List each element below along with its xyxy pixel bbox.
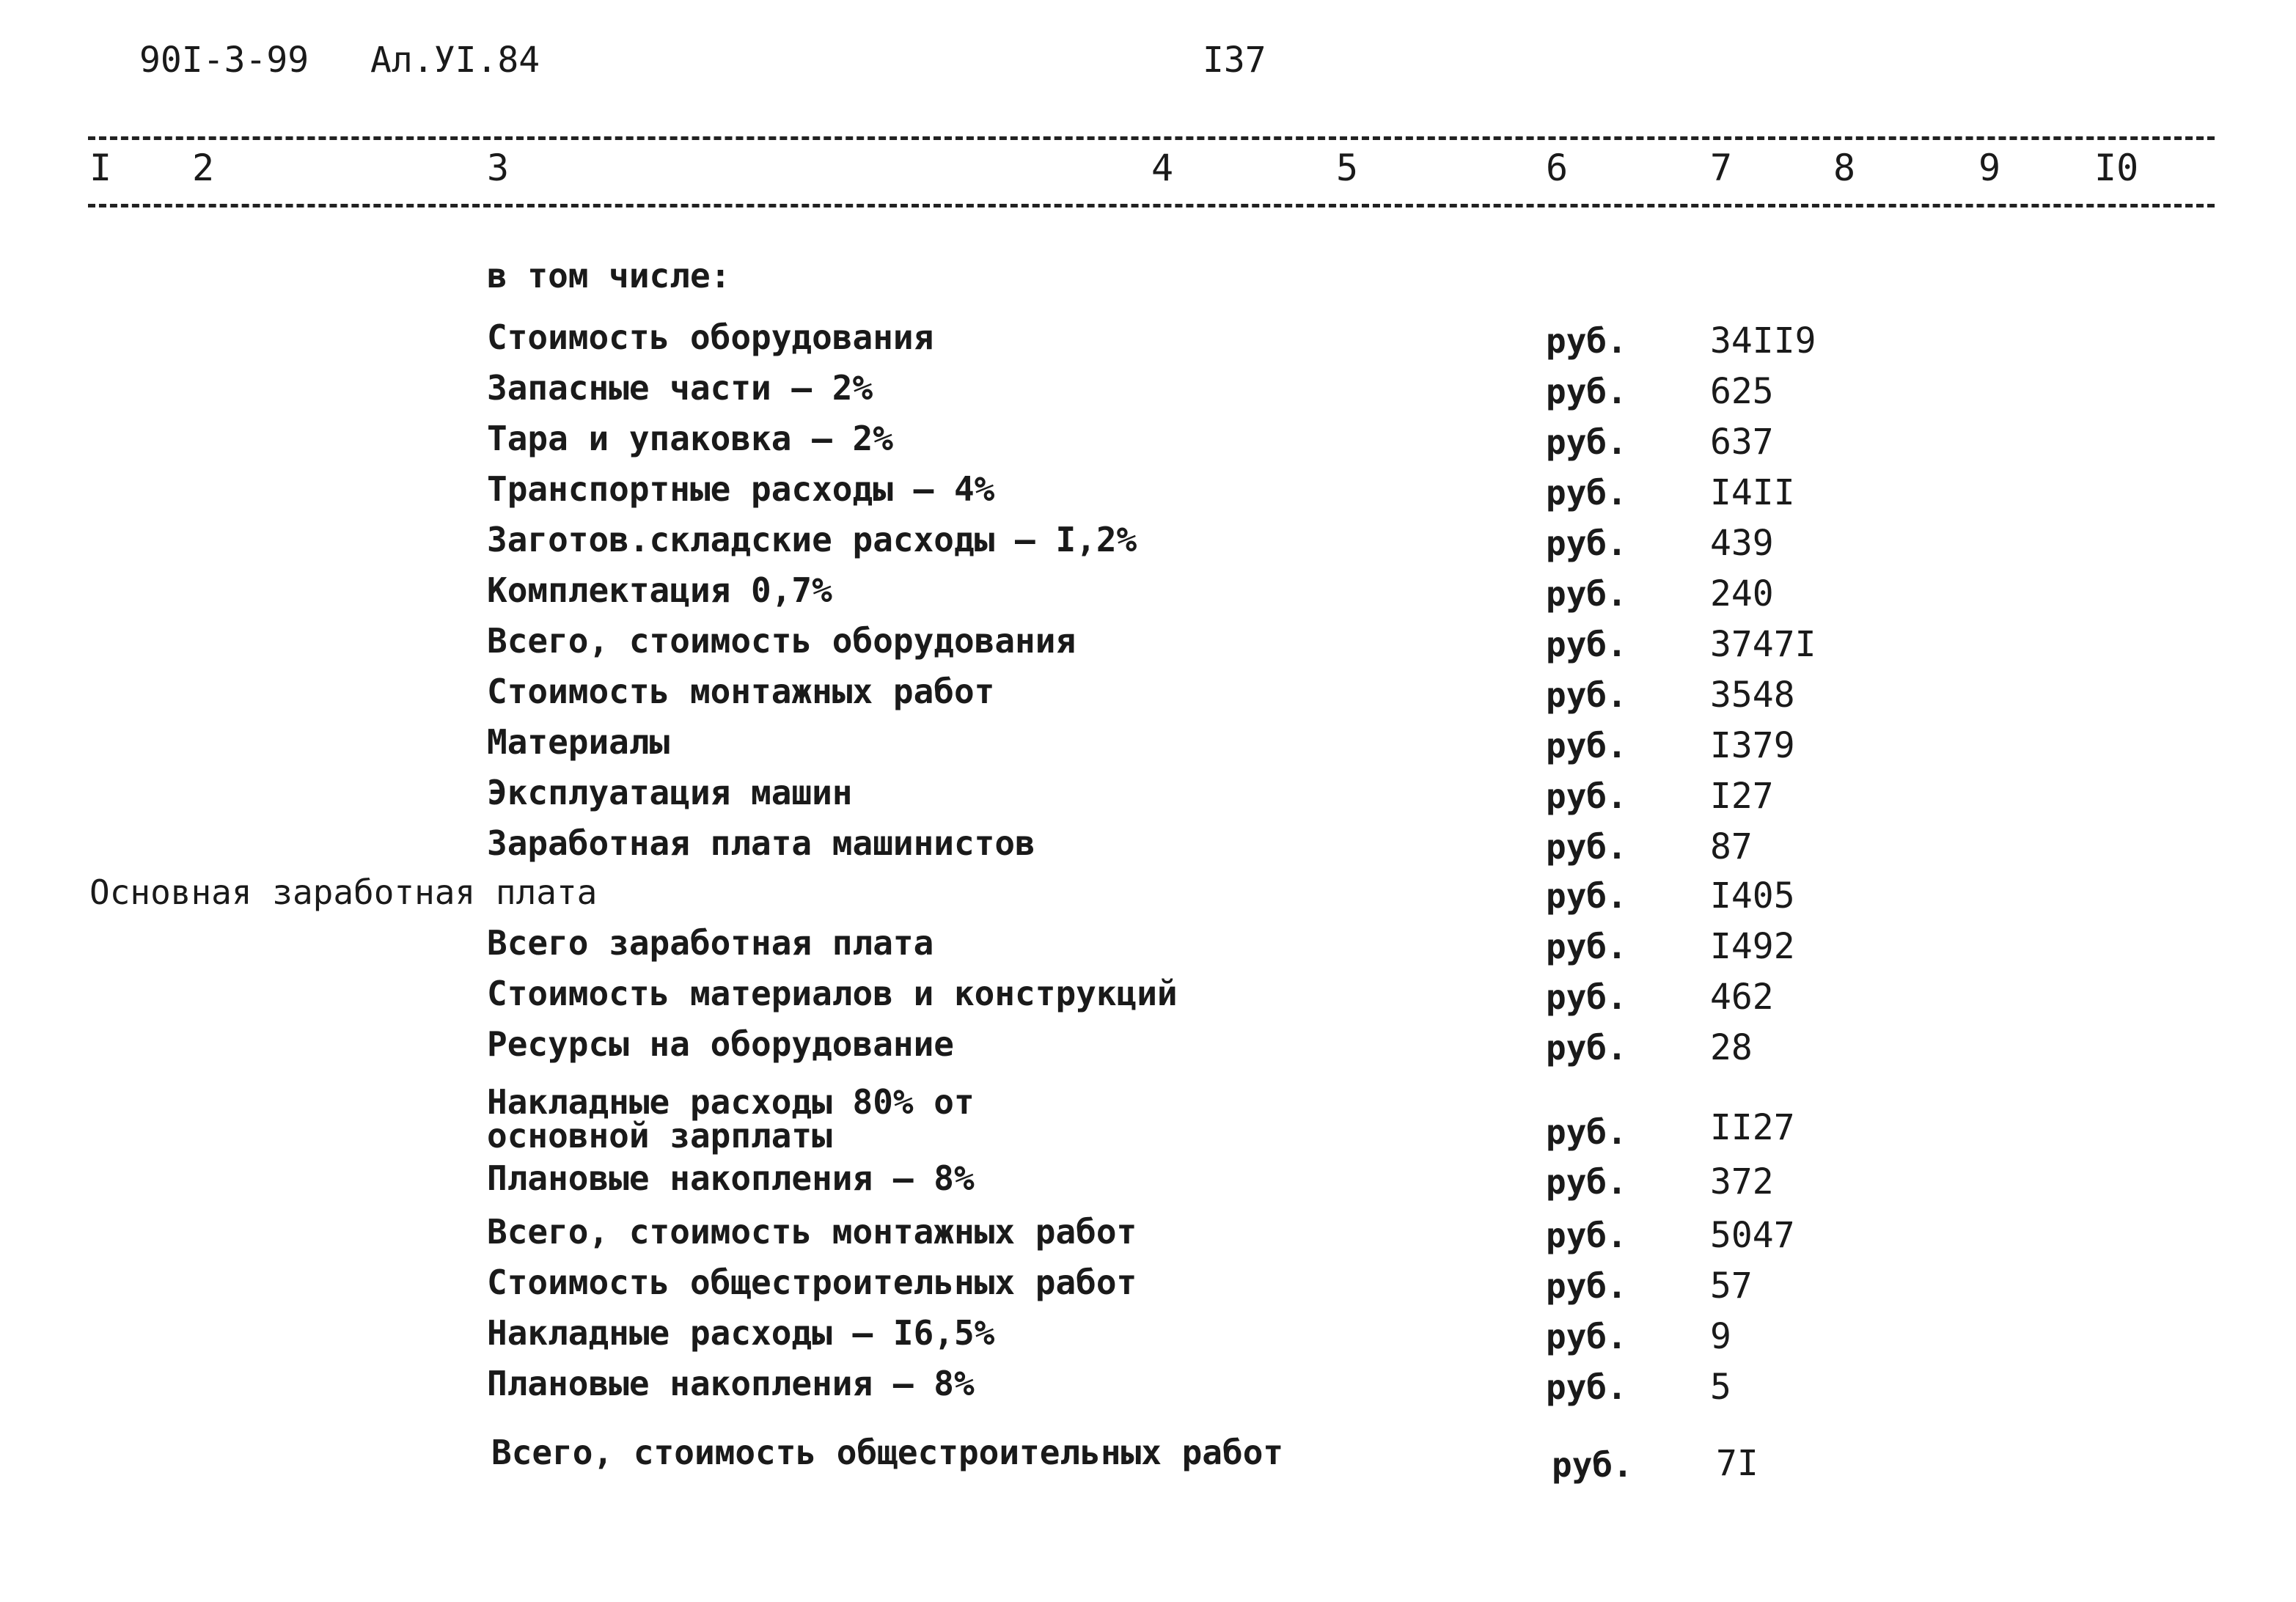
row-name: Стоимость монтажных работ [487, 672, 995, 711]
row-value: I27 [1710, 776, 1774, 817]
row-name: Всего, стоимость оборудования [487, 621, 1077, 661]
row-value: 3747I [1710, 624, 1816, 665]
row-name: Стоимость оборудования [487, 317, 934, 357]
row-value: I492 [1710, 926, 1795, 967]
table-row [0, 319, 2296, 363]
row-unit: руб. [1546, 574, 1627, 614]
table-row [0, 774, 2296, 818]
row-unit: руб. [1546, 422, 1627, 462]
row-unit: руб. [1546, 1266, 1627, 1306]
table-header-top-rule [88, 136, 2215, 140]
table-row [0, 471, 2296, 515]
column-number-1: I [89, 147, 112, 189]
row-name: Плановые накопления – 8% [487, 1364, 975, 1403]
document-code: 90I-3-99 [139, 40, 309, 81]
table-row [0, 1026, 2296, 1070]
row-name: Основная заработная плата [89, 872, 598, 912]
row-value: 462 [1710, 977, 1774, 1018]
row-name: Транспортные расходы – 4% [487, 469, 995, 509]
row-name: Всего, стоимость общестроительных работ [491, 1433, 1284, 1472]
column-number-8: 8 [1833, 147, 1856, 189]
row-unit: руб. [1546, 1028, 1627, 1068]
column-number-5: 5 [1336, 147, 1359, 189]
table-row [0, 874, 2296, 918]
row-value: 9 [1710, 1316, 1731, 1357]
table-row [0, 975, 2296, 1019]
row-name: Комплектация 0,7% [487, 570, 832, 610]
album-reference: Ал.УI.84 [370, 40, 540, 81]
row-unit: руб. [1546, 1367, 1627, 1407]
row-name-line-1: Накладные расходы 80% от [487, 1082, 975, 1122]
row-name: Эксплуатация машин [487, 773, 853, 812]
page-number: I37 [1203, 40, 1266, 81]
row-unit: руб. [1546, 1162, 1627, 1202]
table-header-bottom-rule [88, 204, 2215, 207]
row-unit: руб. [1546, 1317, 1627, 1356]
row-name: Запасные части – 2% [487, 368, 873, 408]
row-unit: руб. [1546, 372, 1627, 411]
table-row [0, 1365, 2296, 1409]
table-row [0, 370, 2296, 414]
row-name: Ресурсы на оборудование [487, 1024, 954, 1064]
column-number-10: I0 [2094, 147, 2139, 189]
row-value: 637 [1710, 422, 1774, 463]
row-unit: руб. [1546, 1112, 1627, 1152]
table-row [0, 1160, 2296, 1204]
row-unit: руб. [1546, 1216, 1627, 1255]
row-name: Плановые накопления – 8% [487, 1158, 975, 1198]
row-unit: руб. [1552, 1445, 1633, 1485]
row-value: 240 [1710, 573, 1774, 614]
column-number-9: 9 [1978, 147, 2001, 189]
row-value: 87 [1710, 826, 1753, 867]
row-unit: руб. [1546, 726, 1627, 765]
row-name: Заготов.складские расходы – I,2% [487, 520, 1137, 559]
table-row [0, 572, 2296, 616]
column-number-6: 6 [1546, 147, 1569, 189]
row-name: Заработная плата машинистов [487, 823, 1035, 863]
table-row [0, 925, 2296, 969]
row-value: I4II [1710, 472, 1795, 513]
row-value: 625 [1710, 371, 1774, 412]
row-unit: руб. [1546, 827, 1627, 867]
row-value: 5047 [1710, 1215, 1795, 1256]
table-row [0, 1315, 2296, 1359]
row-name: Тара и упаковка – 2% [487, 419, 893, 458]
table-row [0, 622, 2296, 666]
row-unit: руб. [1546, 321, 1627, 361]
row-unit: руб. [1546, 927, 1627, 966]
row-unit: руб. [1546, 977, 1627, 1017]
column-number-4: 4 [1151, 147, 1174, 189]
row-unit: руб. [1546, 776, 1627, 816]
row-name: Стоимость общестроительных работ [487, 1263, 1137, 1302]
row-unit: руб. [1546, 523, 1627, 563]
table-row [0, 825, 2296, 869]
row-value: 3548 [1710, 675, 1795, 716]
table-row [0, 724, 2296, 768]
row-value: II27 [1710, 1107, 1795, 1148]
row-value: I405 [1710, 875, 1795, 916]
row-unit: руб. [1546, 473, 1627, 512]
row-value: 57 [1710, 1265, 1753, 1307]
table-row [0, 1213, 2296, 1257]
row-unit: руб. [1546, 876, 1627, 916]
row-unit: руб. [1546, 675, 1627, 715]
row-name: Всего, стоимость монтажных работ [487, 1212, 1137, 1252]
row-value: I379 [1710, 725, 1795, 766]
row-name: Стоимость материалов и конструкций [487, 974, 1178, 1013]
row-name-line-2: основной зарплаты [487, 1116, 832, 1155]
table-row [0, 1264, 2296, 1308]
column-number-3: 3 [487, 147, 510, 189]
row-value: 28 [1710, 1027, 1753, 1068]
row-name: Всего заработная плата [487, 923, 934, 963]
table-row [0, 1433, 2296, 1485]
row-unit: руб. [1546, 625, 1627, 664]
table-row [0, 420, 2296, 464]
table-row [0, 521, 2296, 565]
row-value: 34II9 [1710, 320, 1816, 361]
column-number-2: 2 [192, 147, 215, 189]
table-row [0, 1084, 2296, 1164]
row-name: Накладные расходы – I6,5% [487, 1313, 995, 1353]
row-value: 5 [1710, 1367, 1731, 1408]
row-value: 7I [1716, 1443, 1758, 1484]
column-number-7: 7 [1710, 147, 1733, 189]
section-subheading: в том числе: [487, 256, 731, 295]
table-row [0, 673, 2296, 717]
row-name: Материалы [487, 722, 670, 762]
row-value: 439 [1710, 523, 1774, 564]
row-value: 372 [1710, 1161, 1774, 1202]
